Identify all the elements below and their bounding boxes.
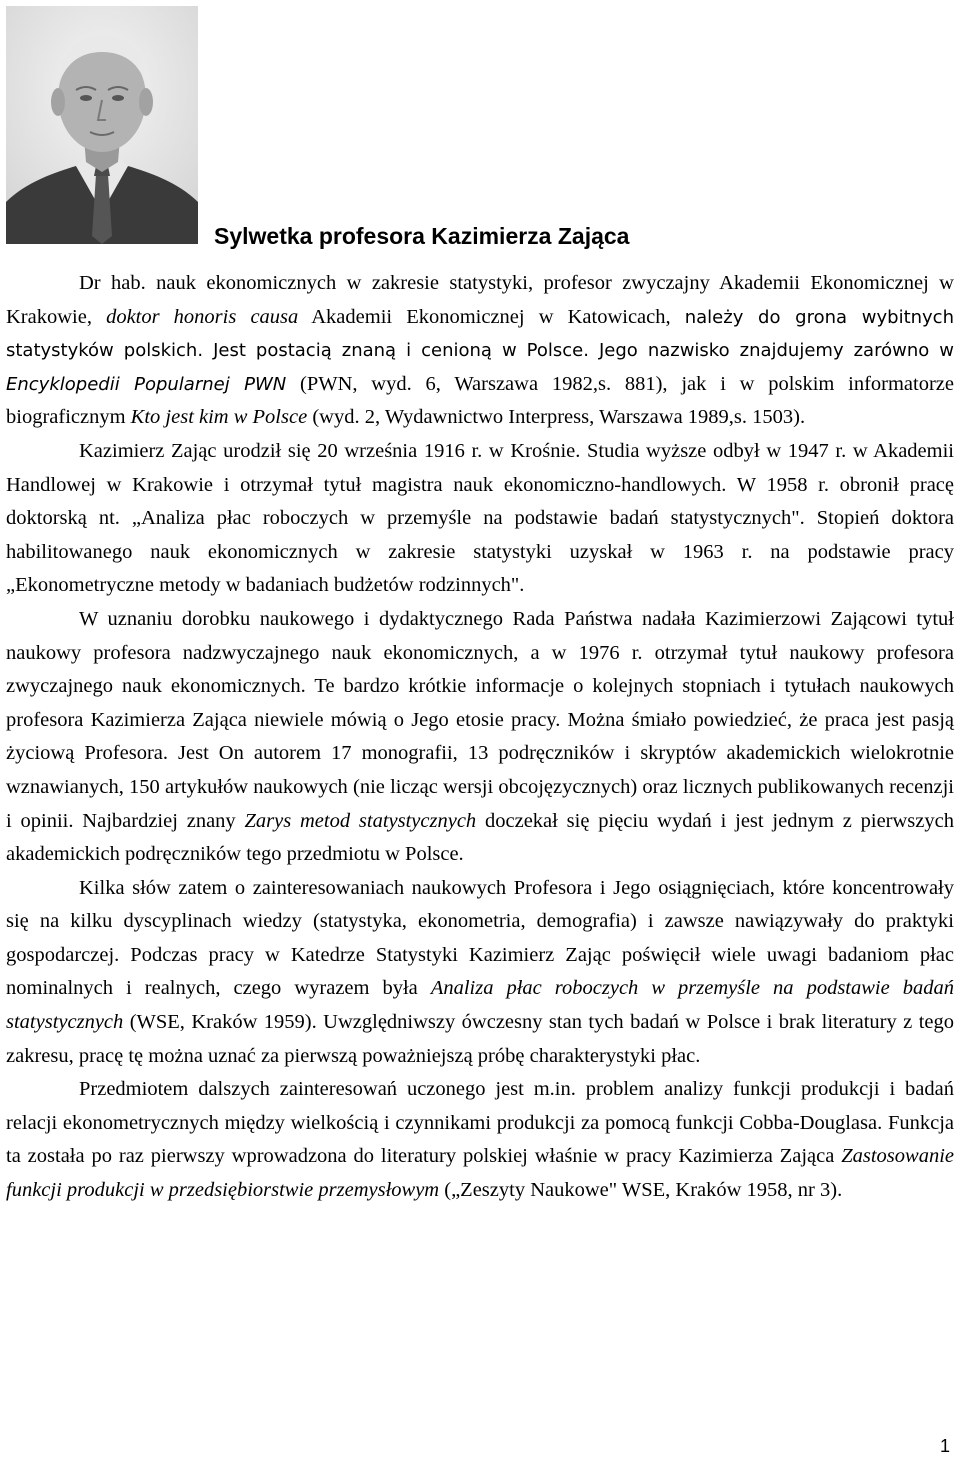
paragraph-4-segment-3: (WSE, Kraków 1959). Uwzględniwszy ówczesny stan tych badań w Polsce i brak literatury z tego zakresu, pracę tę można uznać za pierwszą poważniejszą próbę charakterystyki płac.: [6, 1011, 954, 1067]
paragraph-3: [6, 603, 954, 872]
paragraph-1-segment-4: należy do grona wybitnych statystyków polskich. Jest postacią znaną i cenioną w Polsce. Jego nazwisko znajdujemy zarówno w: [6, 306, 954, 362]
paragraph-1: [6, 267, 954, 435]
portrait-photo-icon: [6, 6, 198, 244]
paragraph-1-segment-3: Akademii Ekonomicznej w Katowicach,: [298, 305, 685, 328]
paragraph-4: [6, 872, 954, 1074]
paragraph-5-segment-1: Przedmiotem dalszych zainteresowań uczonego jest m.in. problem analizy funkcji produkcji i badań relacji ekonometrycznych między wielkością i czynnikami produkcji za pomocą funkcji Cobba-Douglasa. Funkcja ta została po raz pierwszy wprowadzona do literatury polskiej właśnie w pracy Kazimierza Zająca: [6, 1078, 954, 1168]
paragraph-2-segment-1: Kazimierz Zając urodził się 20 września 1916 r. w Krośnie. Studia wyższe odbył w 1947 r. w Akademii Handlowej w Krakowie i otrzymał tytuł magistra nauk ekonomiczno-handlowych. W 1958 r. obronił pracę doktorską nt. „Analiza płac roboczych w przemyśle na podstawie badań statystycznych". Stopień doktora habilitowanego nauk ekonomicznych w zakresie statystyki uzyskał w 1963 r. na podstawie pracy „Ekonometryczne metody w badaniach budżetów rodzinnych".: [6, 439, 954, 597]
paragraph-1-segment-1: Dr hab. nauk ekonomicznych w zakresie statystyki, profesor zwyczajny Akademii Ekonomicznej w Krakowie,: [6, 272, 954, 328]
paragraph-4-segment-2: Analiza płac roboczych w przemyśle na podstawie badań statystycznych: [6, 977, 954, 1034]
paragraph-5-segment-2: Zastosowanie funkcji produkcji w przedsiębiorstwie przemysłowym: [6, 1145, 954, 1202]
paragraph-1-segment-8: (wyd. 2, Wydawnictwo Interpress, Warszawa 1989,s. 1503).: [307, 406, 806, 429]
paragraph-4-segment-1: Kilka słów zatem o zainteresowaniach naukowych Profesora i Jego osiągnięciach, które koncentrowały się na kilku dyscyplinach wiedzy (statystyka, ekonometria, demografia) i zawsze nawiązywały do praktyki gospodarczej. Podczas pracy w Katedrze Statystyki Kazimierz Zając poświęcił wiele uwagi badaniom płac nominalnych i realnych, czego wyrazem była: [6, 876, 954, 1000]
paragraph-5: [6, 1073, 954, 1207]
paragraph-1-segment-2: doktor honoris causa: [106, 305, 299, 328]
paragraph-1-segment-7: Kto jest kim w Polsce: [130, 406, 308, 429]
paragraph-1-segment-6: (PWN, wyd. 6, Warszawa 1982,s. 881), jak i w polskim informatorze biograficznym: [6, 372, 954, 429]
paragraph-5-segment-3: („Zeszyty Naukowe" WSE, Kraków 1958, nr 3).: [439, 1179, 843, 1202]
paragraph-3-segment-1: W uznaniu dorobku naukowego i dydaktycznego Rada Państwa nadała Kazimierzowi Zającowi tytuł naukowy profesora nadzwyczajnego nauk ekonomicznych, a w 1976 r. otrzymał tytuł naukowy profesora zwyczajnego nauk ekonomicznych. Te bardzo krótkie informacje o kolejnych stopniach i tytułach naukowych profesora Kazimierza Zająca niewiele mówią o Jego etosie pracy. Można śmiało powiedzieć, że praca jest pasją życiową Profesora. Jest On autorem 17 monografii, 13 podręczników i skryptów akademickich wielokrotnie wznawianych, 150 artykułów naukowych (nie licząc wersji obcojęzycznych) oraz licznych publikowanych recenzji i opinii. Najbardziej znany: [6, 607, 954, 832]
paragraph-1-segment-5: Encyklopedii Popularnej PWN: [6, 373, 287, 395]
paragraph-3-segment-3: doczekał się pięciu wydań i jest jednym z pierwszych akademickich podręczników tego przedmiotu w Polsce.: [6, 809, 954, 866]
paragraph-2: [6, 435, 954, 603]
paragraph-3-segment-2: Zarys metod statystycznych: [244, 809, 477, 832]
page-title: Sylwetka profesora Kazimierza Zająca: [214, 223, 630, 249]
page-number: 1: [939, 1436, 950, 1456]
portrait-photo: [6, 6, 198, 244]
article-body: [6, 267, 954, 1208]
